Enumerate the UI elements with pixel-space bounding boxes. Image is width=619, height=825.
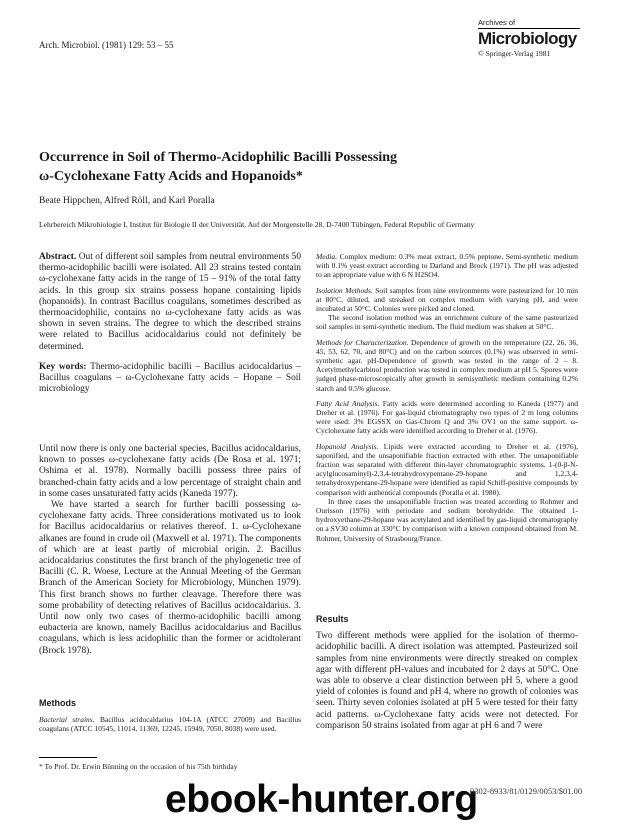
results-section [316,614,578,732]
abstract-block [39,252,301,395]
article-title [39,148,559,186]
logo-top-text: Archives of [478,18,580,29]
journal-reference: Arch. Microbiol. (1981) 129: 53 – 55 [39,40,174,50]
hopanoid-text: Lipids were extracted according to Dreher et al. (1976), saponified, and the unsaponifiable fraction extracted with ether. The unsaponifiable fraction was separated with different thin-layer chromatographic systems. 1-(0-β-N-acylglucosaminyl)-2,3,4-tetrahydroxypentane-29-hopane and 1,2,3,4-tetrahydroxypentane-29-hopane were identified as rapid Schiff-positive compounds by comparison with authentical compounds (Poralla et al. 1980). [316,441,579,497]
bacterial-strains [39,715,301,733]
characterization-label: Methods for Characterization. [316,337,409,347]
abstract-text: Out of different soil samples from neutral environments 50 thermo-acidophilic bacilli were isolated. All 23 strains tested contain ω-cyclohexane fatty acids in the range of 15 – 91% of the total fatty acids. In this group six strains possess hopane containing lipids (hopanoids). In contrast Bacillus coagulans, sometimes described as thermoacidophilic, contains no ω-cyclohexane fatty acids as was shown in seven strains. The degree to which the described strains were related to Bacillus acidocaldarius could not definitely be determined. [39,252,302,352]
isolation-paragraph-2: The second isolation method was an enrichment culture of the same pasteurized soil samples in semi-synthetic medium. The fluid medium was shaken at 50°C. [316,313,578,332]
results-paragraph: Two different methods were applied for the isolation of thermo-acidophilic bacilli. A direct isolation was attempted. Pasteurized soil samples from nine environments were directly streaked on complex agar with different pH-values and incubated for 2 days at 50°C. One was able to observe a clear distinction between pH 5, where a good yield of colonies is found and pH 4, where no growth of colonies was seen. Thirty seven colonies isolated at pH 5 were tested for their fatty acid patterns. ω-Cyclohexane fatty acids were not detected. For comparison 50 strains isolated from agar at pH 6 and 7 were [316,631,578,731]
hopanoid-paragraph [316,442,578,497]
fatty-label: Fatty Acid Analysis. [316,398,380,408]
footnote-rule [39,757,97,758]
footnote: * To Prof. Dr. Erwin Bünning on the occasion of his 75th birthday [39,762,238,771]
title-line-2: ω-Cyclohexane Fatty Acids and Hopanoids* [39,169,303,184]
fatty-text: Fatty acids were determined according to Kaneda (1977) and Dreher et al. (1976). For gas-liquid chromatography two types of 2 m long columns were used: 3% EGSSX on Gas-Chrom Q and 3% OV1 on the same support. ω-Cyclohexane fatty acids were identified according to Dreher et al. (1976). [316,398,579,436]
media-text: Complex medium: 0.3% meat extract, 0.5% peptone. Semi-synthetic medium with 0.1% yeast extract according to Darland and Brock (1971). The pH was adjusted to an appropriate value with 6 N H2SO4. [316,252,579,280]
keywords [39,362,301,396]
introduction [39,444,301,657]
abstract [39,252,301,353]
watermark: ebook-hunter.org [165,778,478,821]
hopanoid-label: Hopanoid Analysis. [316,441,379,451]
fatty-acid-paragraph [316,399,578,436]
media-label: Media. [316,252,338,261]
authors: Beate Hippchen, Alfred Röll, and Karl Poralla [39,196,215,206]
results-heading: Results [316,614,349,624]
media-paragraph [316,252,578,280]
methods-continued [316,252,578,543]
isolation-paragraph [316,286,578,314]
characterization-text: Dependence of growth on the temperature (22, 26, 36, 45, 53, 62, 70, and 80°C) and on the carbon sources (0.1%) was observed in semi-synthetic agar. pH-Dependence of growth was tested in the range of 2 – 8. Acetylmethylcarbinol production was tested in complex medium at pH 5. Spores were judged phase-microscopically after growth in semisynthetic medium containing 0.2% starch and 0.5% glucose. [316,337,579,393]
intro-paragraph-2: We have started a search for further bacilli possessing ω-cyclohexane fatty acids. Three considerations motivated us to look for Bacillus acidocaldarius or relatives thereof. 1. ω-Cyclohexane alkanes are found in crude oil (Maxwell et al. 1971). The components of which are at least partly of microbial origin. 2. Bacillus acidocaldarius constitutes the first branch of the phylogenetic tree of Bacilli (C. R. Woese, Lecture at the Annual Meeting of the German Branch of the American Society for Microbiology, München 1979). This first branch shows no further cleavage. Therefore there was some probability of detecting relatives of Bacillus acidocaldarius. 3. Until now only two cases of thermo-acidophilic bacilli among eubacteria are known, namely Bacillus acidocaldarius and Bacillus coagulans, which is less acidophilic than the former or acidtolerant (Brock 1978). [39,500,301,656]
abstract-label: Abstract. [39,252,77,262]
logo-main-text: Microbiology [478,29,577,48]
keywords-label: Key words: [39,361,87,372]
title-line-1: Occurrence in Soil of Thermo-Acidophilic Bacilli Possessing [39,150,398,165]
affiliation: Lehrbereich Mikrobiologie I, Institut für Biologie II der Universität, Auf der Morgenstelle 28, D-7400 Tübingen, Federal Republic of Germany [39,220,475,229]
methods-section [39,698,301,734]
isolation-label: Isolation Methods. [316,285,373,295]
hopanoid-paragraph-2: In three cases the unsaponifiable fraction was treated according to Rohmer and Ourisson (1976) with periodate and sodium borohydride. The obtained 1-hydroxyethane-29-hopane was acetylated and identified by gas-liquid chromatography on a SV30 column at 330°C by comparison with a known compound obtained from M. Rohmer, University of Strasbourg/France. [316,496,578,543]
keywords-text: Thermo-acidophilic bacilli – Bacillus acidocaldarius – Bacillus coagulans – ω-Cyclohexane fatty acids – Hopane – Soil microbiology [39,361,301,395]
methods-heading: Methods [39,698,76,708]
intro-paragraph-1: Until now there is only one bacterial species, Bacillus acidocaldarius, known to posses ω-cyclohexane fatty acids (De Rosa et al. 1971; Oshima et al. 1978). Normally bacilli possess three pairs of branched-chain fatty acids and a low percentage of straight chain and in some cases unsaturated fatty acids (Kaneda 1977). [39,444,301,499]
characterization-paragraph [316,338,578,393]
isolation-text: Soil samples from nine environments were pasteurized for 10 min at 80°C, diluted, and streaked on complex medium with varying pH, and were incubated at 50°C. Colonies were picked and cloned. [316,285,579,314]
copyright: © Springer-Verlag 1981 [478,49,551,58]
strains-label: Bacterial strains. [39,715,95,725]
doi-code: 0302-8933/81/0129/0053/$01.00 [470,786,583,796]
journal-logo [478,18,580,58]
strains-text: Bacillus acidocaldarius 104-1A (ATCC 27009) and Bacillus coagulans (ATCC 10545, 11014, 11369, 12245, 15949, 7050, 8038) were used. [39,715,301,734]
